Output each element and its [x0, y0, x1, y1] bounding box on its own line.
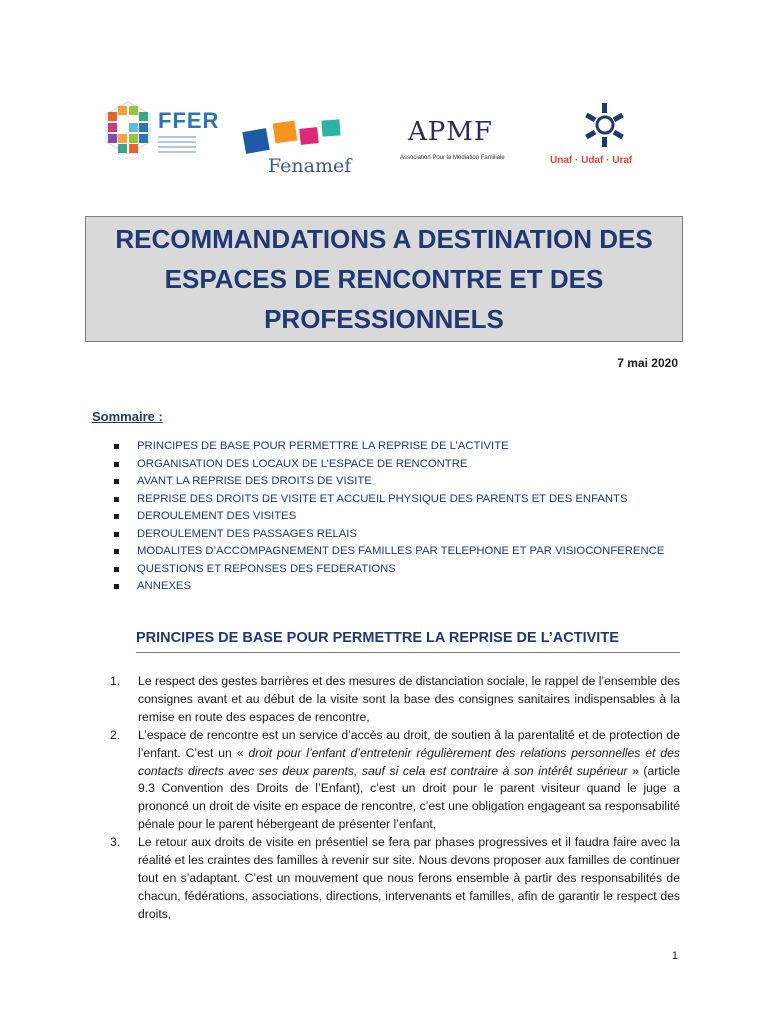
toc-item[interactable]	[112, 438, 664, 456]
toc-item-label: AVANT LA REPRISE DES DROITS DE VISITE	[137, 475, 372, 487]
paragraph-text: Le retour aux droits de visite en présentiel se fera par phases progressives et il faudra faire avec la réalité et les craintes des familles à revenir sur site. Nous devons proposer aux familles de continuer tout en s’adaptant. C’est un mouvement que nous ferons ensemble à partir des responsabilités de chacun, fédérations, associations, directions, intervenants et familles, afin de garantir le respect des droits,	[138, 835, 680, 921]
ffer-logo	[100, 100, 230, 165]
square-bullet-icon	[114, 479, 119, 484]
paragraph-text-before: L’espace de rencontre est un service d’accès au droit, de soutien à la parentalité et de protection de l’enfant. C’est un «	[138, 727, 680, 760]
square-bullet-icon	[114, 497, 119, 502]
toc-item-label: ANNEXES	[137, 580, 191, 592]
square-bullet-icon	[114, 549, 119, 554]
toc-item[interactable]	[112, 526, 664, 544]
toc-item-label: PRINCIPES DE BASE POUR PERMETTRE LA REPRISE DE L’ACTIVITE	[137, 440, 509, 452]
page-number: 1	[671, 950, 678, 962]
unaf-logo	[550, 100, 670, 175]
unaf-emblem-icon	[580, 100, 630, 150]
square-bullet-icon	[114, 514, 119, 519]
paragraph-item	[110, 834, 680, 924]
square-bullet-icon	[114, 462, 119, 467]
paragraph-number: 1.	[110, 674, 121, 688]
toc-item-label: DEROULEMENT DES PASSAGES RELAIS	[137, 527, 357, 540]
square-bullet-icon	[114, 567, 119, 572]
paragraph-number: 3.	[110, 835, 121, 850]
apmf-logo	[400, 115, 540, 170]
fenamef-logo	[240, 110, 385, 180]
title-box	[85, 216, 683, 342]
toc-item[interactable]	[112, 543, 664, 561]
square-bullet-icon	[114, 444, 119, 449]
ffer-logo-text: FFER	[158, 108, 220, 133]
toc-item[interactable]	[112, 578, 664, 596]
paragraph-text: Le respect des gestes barrières et des mesures de distanciation sociale, le rappel de l’ensemble des consignes avant et au début de la visite sont la base des consignes sanitaires indispensables à la remise en route des espaces de rencontre,	[138, 674, 680, 724]
toc-item[interactable]	[112, 473, 664, 491]
toc-item-label: REPRISE DES DROITS DE VISITE ET ACCUEIL PHYSIQUE DES PARENTS ET DES ENFANTS	[137, 492, 628, 505]
toc-item[interactable]	[112, 456, 664, 474]
ffer-logo-subtitle-lines	[158, 136, 196, 156]
toc-item-label: QUESTIONS ET REPONSES DES FEDERATIONS	[137, 562, 396, 575]
apmf-logo-text: APMF	[408, 117, 493, 147]
unaf-logo-text: Unaf · Udaf · Uraf	[550, 155, 633, 166]
square-bullet-icon	[114, 532, 119, 537]
fenamef-logo-text: Fenamef	[268, 155, 352, 177]
apmf-logo-subtitle: Association Pour la Médiation Familiale	[400, 155, 505, 161]
toc-item-label: ORGANISATION DES LOCAUX DE L’ESPACE DE RENCONTRE	[137, 457, 468, 470]
partner-logos	[95, 95, 675, 180]
fenamef-squares-icon	[240, 110, 385, 158]
sommaire-label: Sommaire :	[92, 409, 163, 424]
paragraph-quote: droit pour l’enfant d’entretenir régulièrement des relations personnelles et des contacts directs avec ses deux parents, sauf si cela est contraire à son intérêt supérieur	[138, 745, 680, 778]
numbered-paragraphs	[110, 673, 680, 924]
toc-item[interactable]	[112, 561, 664, 579]
table-of-contents	[112, 438, 664, 596]
toc-item-label: MODALITES D’ACCOMPAGNEMENT DES FAMILLES PAR TELEPHONE ET PAR VISIOCONFERENCE	[137, 545, 665, 557]
ffer-emblem-icon	[100, 100, 156, 160]
section-heading: PRINCIPES DE BASE POUR PERMETTRE LA REPRISE DE L’ACTIVITE	[136, 630, 680, 653]
toc-item[interactable]	[112, 491, 664, 509]
square-bullet-icon	[114, 584, 119, 589]
paragraph-text-after: » (article 9.3 Convention des Droits de l’Enfant), c’est un droit pour le parent visiteur quand le juge a prononcé un droit de visite en espace de rencontre, c’est une obligation engageant sa responsabilité pénale pour le parent hébergeant de présenter l’enfant,	[138, 763, 680, 832]
toc-item[interactable]	[112, 508, 664, 526]
paragraph-number: 2.	[110, 727, 121, 742]
paragraph-item	[110, 727, 680, 834]
toc-item-label: DEROULEMENT DES VISITES	[137, 510, 297, 522]
document-title: RECOMMANDATIONS A DESTINATION DES ESPACES DE RENCONTRE ET DES PROFESSIONNELS	[115, 224, 653, 334]
document-date: 7 mai 2020	[617, 356, 678, 370]
paragraph-item	[110, 673, 680, 727]
